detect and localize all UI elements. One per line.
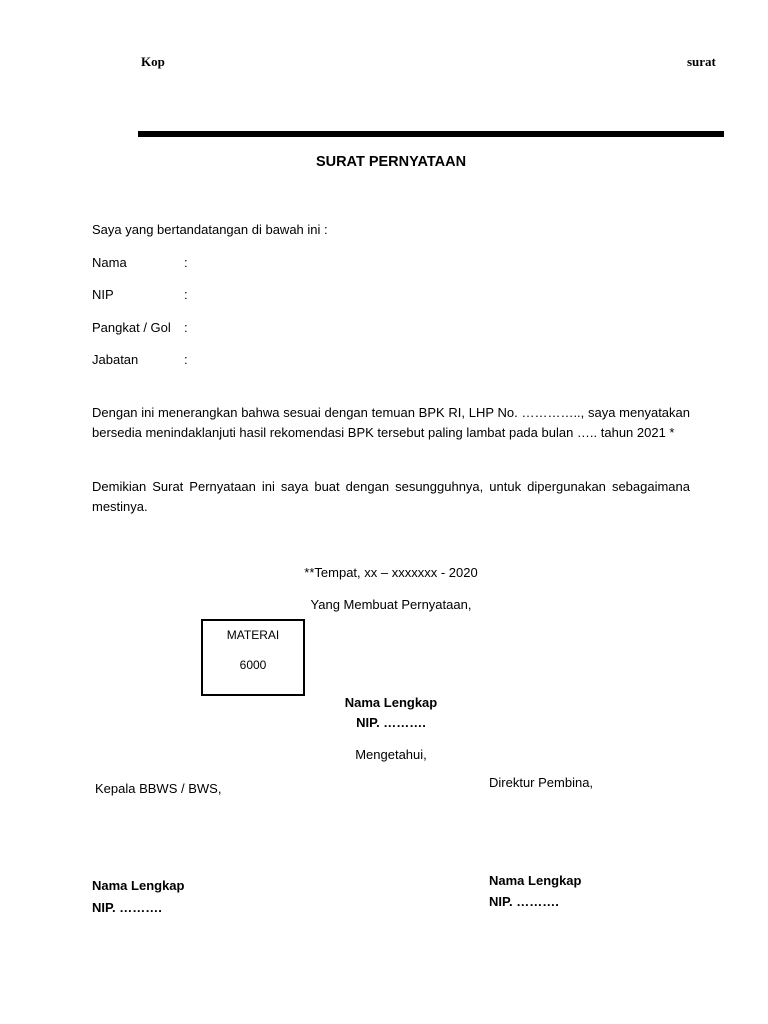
stamp-value: 6000	[239, 658, 267, 672]
field-jabatan	[92, 352, 188, 367]
field-label: NIP	[92, 287, 114, 302]
left-signer-nip: NIP. ……….	[92, 900, 162, 915]
stamp-label: MATERAI	[226, 628, 280, 642]
field-nama	[92, 255, 188, 270]
acknowledged-label: Mengetahui,	[355, 747, 427, 762]
field-separator: :	[184, 320, 188, 335]
left-signer-title: Kepala BBWS / BWS,	[95, 781, 222, 796]
left-signer-name: Nama Lengkap	[92, 878, 185, 893]
field-separator: :	[184, 287, 188, 302]
maker-label: Yang Membuat Pernyataan,	[310, 597, 472, 612]
field-label: Jabatan	[92, 352, 139, 367]
maker-nip: NIP. ……….	[356, 715, 426, 730]
field-separator: :	[184, 352, 188, 367]
kop-left-text: Kop	[141, 54, 165, 69]
right-signer-nip: NIP. ……….	[489, 894, 559, 909]
field-separator: :	[184, 255, 188, 270]
statement-paragraph: Dengan ini menerangkan bahwa sesuai dengan temuan BPK RI, LHP No. ………….., saya menyatakan bersedia menindaklanjuti hasil rekomendasi BPK tersebut paling lambat pada bulan ….. tahun 2021 *	[92, 405, 690, 440]
right-signer-name: Nama Lengkap	[489, 873, 582, 888]
document-title: SURAT PERNYATAAN	[315, 154, 467, 170]
field-label: Nama	[92, 255, 127, 270]
maker-name: Nama Lengkap	[344, 695, 438, 710]
intro-text: Saya yang bertandatangan di bawah ini :	[92, 222, 328, 237]
field-pangkat	[92, 320, 188, 335]
closing-paragraph: Demikian Surat Pernyataan ini saya buat dengan sesungguhnya, untuk dipergunakan sebagaimana mestinya.	[92, 479, 690, 514]
right-signer-title: Direktur Pembina,	[489, 775, 594, 790]
place-date: **Tempat, xx – xxxxxxx - 2020	[304, 565, 478, 580]
kop-right-text: surat	[687, 54, 716, 69]
materai-stamp-box	[201, 619, 305, 696]
field-nip	[92, 287, 188, 302]
header-rule	[138, 131, 724, 137]
field-label: Pangkat / Gol	[92, 320, 171, 335]
